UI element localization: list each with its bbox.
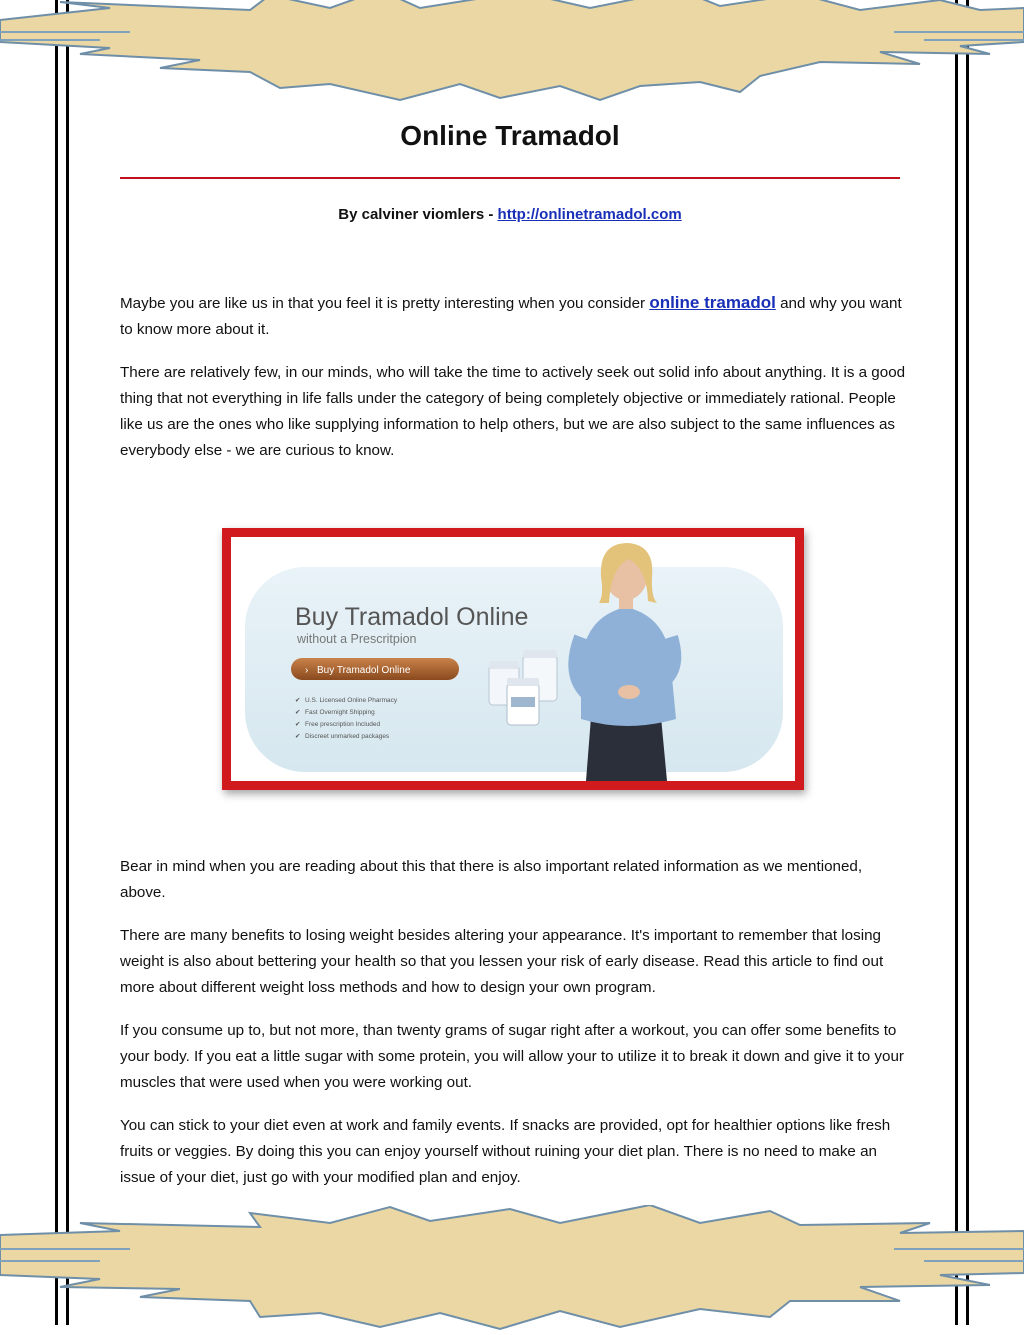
paragraph-1	[120, 290, 906, 343]
advert-subheading: without a Prescritpion	[297, 632, 417, 646]
page-border-left-inner	[66, 0, 69, 1325]
advert-feature: Fast Overnight Shipping	[305, 709, 375, 716]
paragraph-6: You can stick to your diet even at work and family events. If snacks are provided, opt for healthier options like fresh fruits or veggies. By doing this you can enjoy yourself without ruining your diet plan. There is no need to make an issue of your diet, just go with your modified plan and enjoy.	[120, 1117, 891, 1186]
intro-section	[120, 290, 906, 481]
checkmark-icon: ✔	[295, 721, 301, 728]
checkmark-icon: ✔	[295, 733, 301, 740]
paragraph-1-text-b: and why you want to know more about it.	[120, 295, 902, 338]
advert-feature: Discreet unmarked packages	[305, 733, 390, 740]
paragraph-3: Bear in mind when you are reading about this that there is also important related information as we mentioned, above.	[120, 858, 863, 901]
decorative-banner-bottom	[0, 1205, 1024, 1335]
decorative-banner-top	[0, 0, 1024, 120]
page-border-right-outer	[966, 0, 969, 1325]
byline	[120, 206, 900, 223]
online-tramadol-link[interactable]: online tramadol	[649, 293, 776, 312]
paragraph-5: If you consume up to, but not more, than twenty grams of sugar right after a workout, you can offer some benefits to your body. If you eat a little sugar with some protein, you will allow your to utilize it to break it down and give it to your muscles that were used when you were working out.	[120, 1022, 904, 1091]
checkmark-icon: ✔	[295, 697, 301, 704]
advert-button-arrow-icon: ›	[305, 665, 309, 676]
advert-feature: Free prescription Included	[305, 721, 381, 728]
advert-button-label: Buy Tramadol Online	[317, 665, 411, 676]
byline-link[interactable]: http://onlinetramadol.com	[497, 206, 682, 223]
paragraph-2: There are relatively few, in our minds, who will take the time to actively seek out solid info about anything. It is a good thing that not everything in life falls under the category of being completely objective or immediately rational. People like us are the ones who like supplying information to help others, but we are also subject to the same influences as everybody else - we are curious to know.	[120, 364, 906, 459]
paragraph-1-text-a: Maybe you are like us in that you feel it is pretty interesting when you consider	[120, 295, 650, 312]
title-divider	[120, 177, 900, 179]
byline-author: By calviner viomlers -	[338, 206, 498, 223]
advert-image[interactable]	[222, 528, 804, 790]
page-title: Online Tramadol	[400, 120, 620, 151]
paragraph-4: There are many benefits to losing weight besides altering your appearance. It's important to remember that losing weight is also about bettering your health so that you lessen your risk of early disease. Read this article to find out more about different weight loss methods and how to design your own program.	[120, 927, 884, 996]
body-section	[120, 854, 906, 1208]
advert-heading: Buy Tramadol Online	[295, 603, 529, 631]
page-border-right-inner	[955, 0, 958, 1325]
checkmark-icon: ✔	[295, 709, 301, 716]
advert-feature: U.S. Licensed Online Pharmacy	[305, 697, 398, 704]
page-border-left-outer	[55, 0, 58, 1325]
